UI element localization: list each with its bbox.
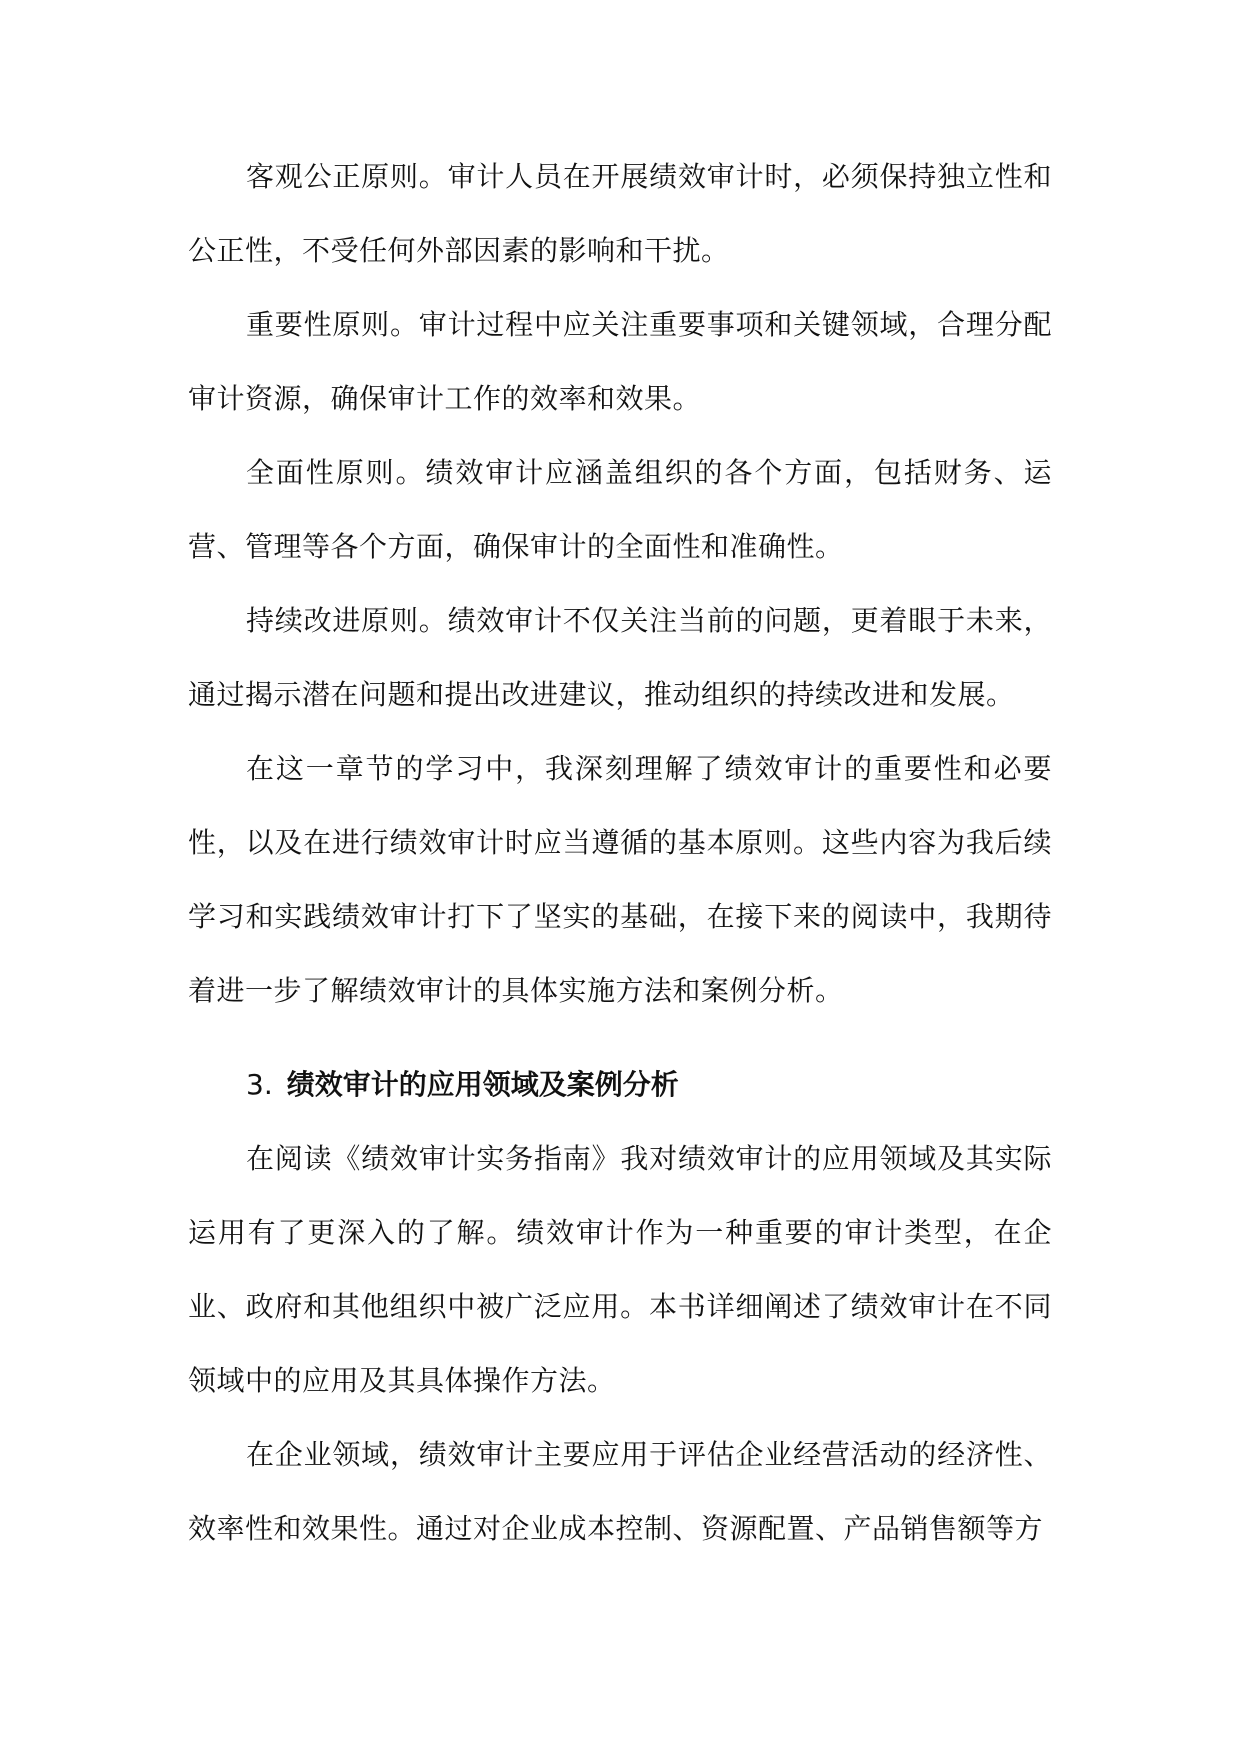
section-title: 绩效审计的应用领域及案例分析 (286, 1068, 679, 1101)
paragraph-objectivity-principle: 客观公正原则。审计人员在开展绩效审计时，必须保持独立性和公正性，不受任何外部因素的影响和干扰。 (188, 160, 1052, 267)
paragraph-application-intro: 在阅读《绩效审计实务指南》我对绩效审计的应用领域及其实际运用有了更深入的了解。绩效审计作为一种重要的审计类型，在企业、政府和其他组织中被广泛应用。本书详细阐述了绩效审计在不同领域中的应用及其具体操作方法。 (188, 1142, 1052, 1397)
paragraph-materiality-principle: 重要性原则。审计过程中应关注重要事项和关键领域，合理分配审计资源，确保审计工作的效率和效果。 (188, 308, 1052, 415)
section-heading (188, 1048, 1052, 1122)
paragraph-continuous-improvement-principle: 持续改进原则。绩效审计不仅关注当前的问题，更着眼于未来，通过揭示潜在问题和提出改进建议，推动组织的持续改进和发展。 (188, 604, 1052, 711)
paragraph-comprehensiveness-principle: 全面性原则。绩效审计应涵盖组织的各个方面，包括财务、运营、管理等各个方面，确保审计的全面性和准确性。 (188, 456, 1052, 563)
document-body (188, 140, 1052, 1566)
paragraph-chapter-summary: 在这一章节的学习中，我深刻理解了绩效审计的重要性和必要性，以及在进行绩效审计时应当遵循的基本原则。这些内容为我后续学习和实践绩效审计打下了坚实的基础，在接下来的阅读中，我期待着进一步了解绩效审计的具体实施方法和案例分析。 (188, 752, 1052, 1007)
paragraph-enterprise-field: 在企业领域，绩效审计主要应用于评估企业经营活动的经济性、效率性和效果性。通过对企业成本控制、资源配置、产品销售额等方 (188, 1438, 1052, 1545)
section-number: 3. (246, 1068, 273, 1101)
